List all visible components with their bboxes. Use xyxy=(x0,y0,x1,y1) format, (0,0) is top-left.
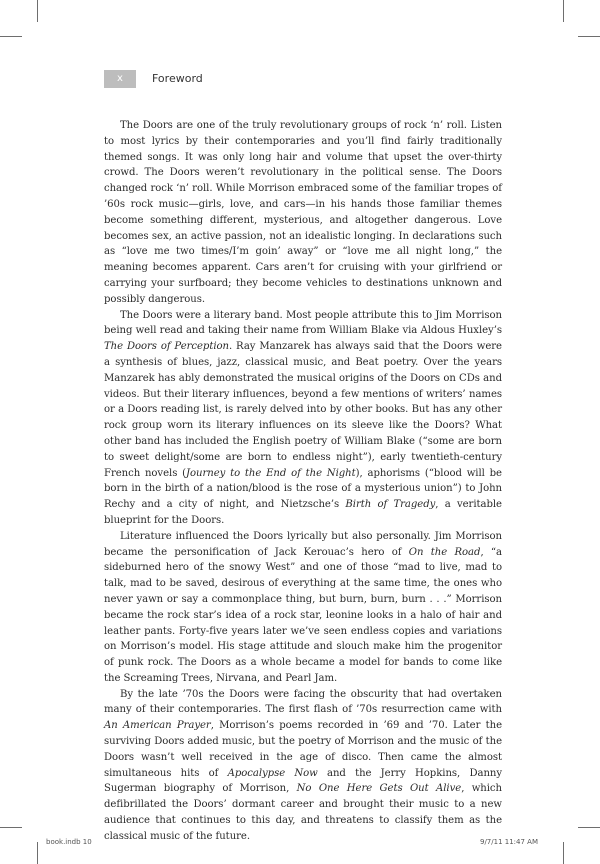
text-run: ), aphorisms (“blood will be born in the birth of a nation/blood is the rose of a mysterious union”) to John Rechy and a city of night, and Nietzsche’s xyxy=(104,467,502,511)
crop-mark xyxy=(578,36,600,37)
italic-title: No One Here Gets Out Alive xyxy=(296,783,462,795)
crop-mark xyxy=(37,842,38,864)
crop-mark xyxy=(0,36,22,37)
text-run: , which defibrillated the Doors’ dormant career and brought their music to a new audience that continues to this day, and threatens to classify them as the classical music of the future. xyxy=(104,783,502,842)
text-run: The Doors are one of the truly revolutionary groups of rock ‘n’ roll. Listen to most lyrics by their contemporaries and you’ll find fairly traditionally themed songs. It was only long hair and volume that upset the over-thirty crowd. The Doors weren’t revolutionary in the political sense. The Doors changed rock ‘n’ roll. While Morrison embraced some of the familiar tropes of ’60s rock music—girls, love, and cars—in his hands those familiar themes become something different, mysterious, and altogether dangerous. Love becomes sex, an active passion, not an idealistic longing. In declarations such as “love me two times/I’m goin’ away” or “love me all night long,” the meaning becomes apparent. Cars aren’t for cruising with your girlfriend or carrying your surfboard; they become vehicles to destinations unknown and possibly dangerous. xyxy=(104,120,502,305)
running-head: Foreword xyxy=(152,72,203,85)
file-slug: book.indb 10 xyxy=(46,838,92,846)
crop-mark xyxy=(563,842,564,864)
italic-title: On the Road xyxy=(408,546,481,558)
italic-title: Birth of Tragedy xyxy=(345,499,436,511)
paragraph xyxy=(104,308,502,529)
paragraph xyxy=(104,118,502,308)
body-text xyxy=(104,118,502,845)
crop-mark xyxy=(37,0,38,22)
crop-mark xyxy=(578,827,600,828)
paragraph xyxy=(104,529,502,687)
italic-title: The Doors of Perception xyxy=(104,341,230,353)
text-run: , a veritable blueprint for the Doors. xyxy=(104,499,502,526)
text-run: . Ray Manzarek has always said that the Doors were a synthesis of blues, jazz, classical music, and Beat poetry. Over the years Manzarek has ably demonstrated the musical origins of the Doors on CDs and videos. But their literary influences, beyond a few mentions of writers’ names or a Doors reading list, is rarely delved into by other books. But has any other rock group worn its literary influences on its sleeve like the Doors? What other band has included the English poetry of William Blake (“some are born to sweet delight/some are born to endless night”), early twentieth-century French novels ( xyxy=(104,341,502,479)
text-run: By the late ’70s the Doors were facing the obscurity that had overtaken many of their contemporaries. The first flash of ’70s resurrection came with xyxy=(104,688,502,716)
text-run: , “a sideburned hero of the snowy West” and one of those “mad to live, mad to talk, mad to be saved, desirous of everything at the same time, the ones who never yawn or say a commonplace thing, but burn, burn, burn . . .” Morrison became the rock star’s idea of a rock star, leonine looks in a halo of hair and leather pants. Forty-five years later we’ve seen endless copies and variations on Morrison’s model. His stage attitude and slouch make him the progenitor of punk rock. The Doors as a whole became a model for bands to come like the Screaming Trees, Nirvana, and Pearl Jam. xyxy=(104,546,502,684)
timestamp: 9/7/11 11:47 AM xyxy=(480,838,538,846)
italic-title: Apocalypse Now xyxy=(227,767,318,779)
paragraph xyxy=(104,687,502,845)
italic-title: Journey to the End of the Night xyxy=(186,467,356,479)
crop-mark xyxy=(563,0,564,22)
text-run: Literature influenced the Doors lyrically but also personally. Jim Morrison became the personification of Jack Kerouac’s hero of xyxy=(104,530,502,558)
crop-mark xyxy=(0,827,22,828)
page-number: x xyxy=(104,70,136,88)
text-run: , Morrison’s poems recorded in ’69 and ’70. Later the surviving Doors added music, but the poetry of Morrison and the music of the Doors wasn’t well received in the age of disco. Then came the almost simultaneous hits of xyxy=(104,720,502,779)
text-run: and the Jerry Hopkins, Danny Sugerman biography of Morrison, xyxy=(104,767,503,795)
italic-title: An American Prayer xyxy=(104,720,211,732)
text-run: The Doors were a literary band. Most people attribute this to Jim Morrison being well read and taking their name from William Blake via Aldous Huxley’s xyxy=(104,309,502,337)
